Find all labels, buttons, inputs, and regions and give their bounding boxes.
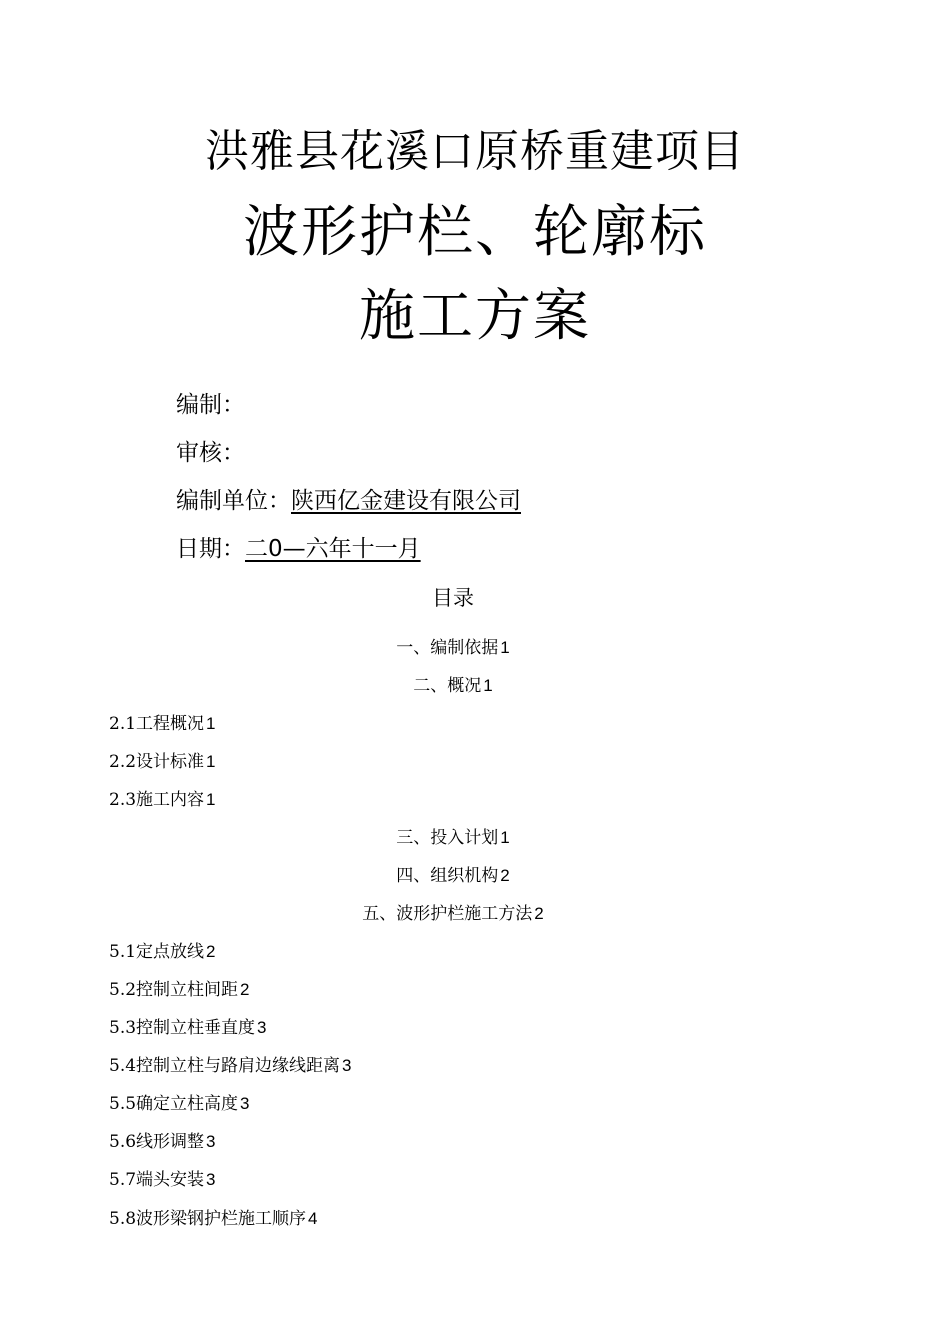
toc-item[interactable]	[109, 785, 216, 810]
toc-item-page: 1	[206, 790, 216, 809]
toc-item-text: 四、组织机构	[396, 866, 499, 886]
toc-item-page: 2	[206, 942, 216, 961]
toc-item-text: 2.1工程概况	[109, 714, 205, 734]
toc-item-text: 5.2控制立柱间距	[109, 980, 239, 1000]
toc-item-page: 1	[500, 828, 510, 847]
toc-item-text: 2.2设计标准	[109, 752, 205, 772]
toc-item-text: 5.1定点放线	[109, 942, 205, 962]
toc-item[interactable]	[0, 633, 906, 658]
toc-item-page: 3	[240, 1094, 250, 1113]
toc-item-text: 5.4控制立柱与路肩边缘线距离	[109, 1056, 341, 1076]
unit-value: 陕西亿金建设有限公司	[291, 488, 521, 514]
toc-item-text: 5.3控制立柱垂直度	[109, 1018, 256, 1038]
toc-item-text: 二、概况	[413, 676, 482, 696]
toc-item-page: 3	[206, 1170, 216, 1189]
toc-item[interactable]	[109, 1089, 250, 1114]
toc-item[interactable]	[109, 1051, 352, 1076]
document-type-title: 施工方案	[359, 284, 591, 349]
toc-item-page: 4	[308, 1209, 318, 1228]
toc-item[interactable]	[109, 1013, 267, 1038]
toc-item-page: 3	[342, 1056, 352, 1075]
toc-item[interactable]	[0, 861, 906, 886]
toc-item-text: 5.7端头安装	[109, 1170, 205, 1190]
toc-item-page: 3	[257, 1018, 267, 1037]
toc-item[interactable]	[0, 899, 906, 924]
document-subtitle: 波形护栏、轮廓标	[243, 200, 707, 265]
date-value: 二0—六年十一月	[245, 536, 421, 562]
unit-row	[176, 482, 521, 515]
toc-item[interactable]	[109, 1165, 216, 1190]
compiler-label: 编制：	[176, 392, 245, 418]
unit-label: 编制单位：	[176, 488, 291, 514]
date-label: 日期：	[176, 536, 245, 562]
toc-item-text: 五、波形护栏施工方法	[362, 904, 533, 924]
reviewer-row	[176, 434, 245, 467]
toc-item[interactable]	[109, 1127, 216, 1152]
project-title: 洪雅县花溪口原桥重建项目	[205, 126, 745, 177]
toc-item-page: 1	[500, 638, 510, 657]
toc-item-text: 5.6线形调整	[109, 1132, 205, 1152]
toc-item-page: 1	[206, 752, 216, 771]
toc-item-page: 2	[500, 866, 510, 885]
toc-item[interactable]	[109, 937, 216, 962]
compiler-row	[176, 386, 245, 419]
toc-item-text: 2.3施工内容	[109, 790, 205, 810]
date-row	[176, 530, 421, 563]
toc-item-page: 2	[240, 980, 250, 999]
toc-item[interactable]	[0, 823, 906, 848]
toc-item[interactable]	[109, 709, 216, 734]
toc-item-page: 2	[534, 904, 544, 923]
toc-item[interactable]	[109, 747, 216, 772]
toc-item[interactable]	[0, 671, 906, 696]
toc-item-text: 三、投入计划	[396, 828, 499, 848]
toc-item-page: 1	[206, 714, 216, 733]
toc-heading: 目录	[432, 586, 474, 610]
toc-item-text: 5.5确定立柱高度	[109, 1094, 239, 1114]
toc-item[interactable]	[109, 1204, 318, 1229]
toc-item[interactable]	[109, 975, 250, 1000]
toc-item-page: 1	[483, 676, 493, 695]
toc-item-text: 5.8波形梁钢护栏施工顺序	[109, 1209, 307, 1229]
toc-item-page: 3	[206, 1132, 216, 1151]
reviewer-label: 审核：	[176, 440, 245, 466]
toc-item-text: 一、编制依据	[396, 638, 499, 658]
